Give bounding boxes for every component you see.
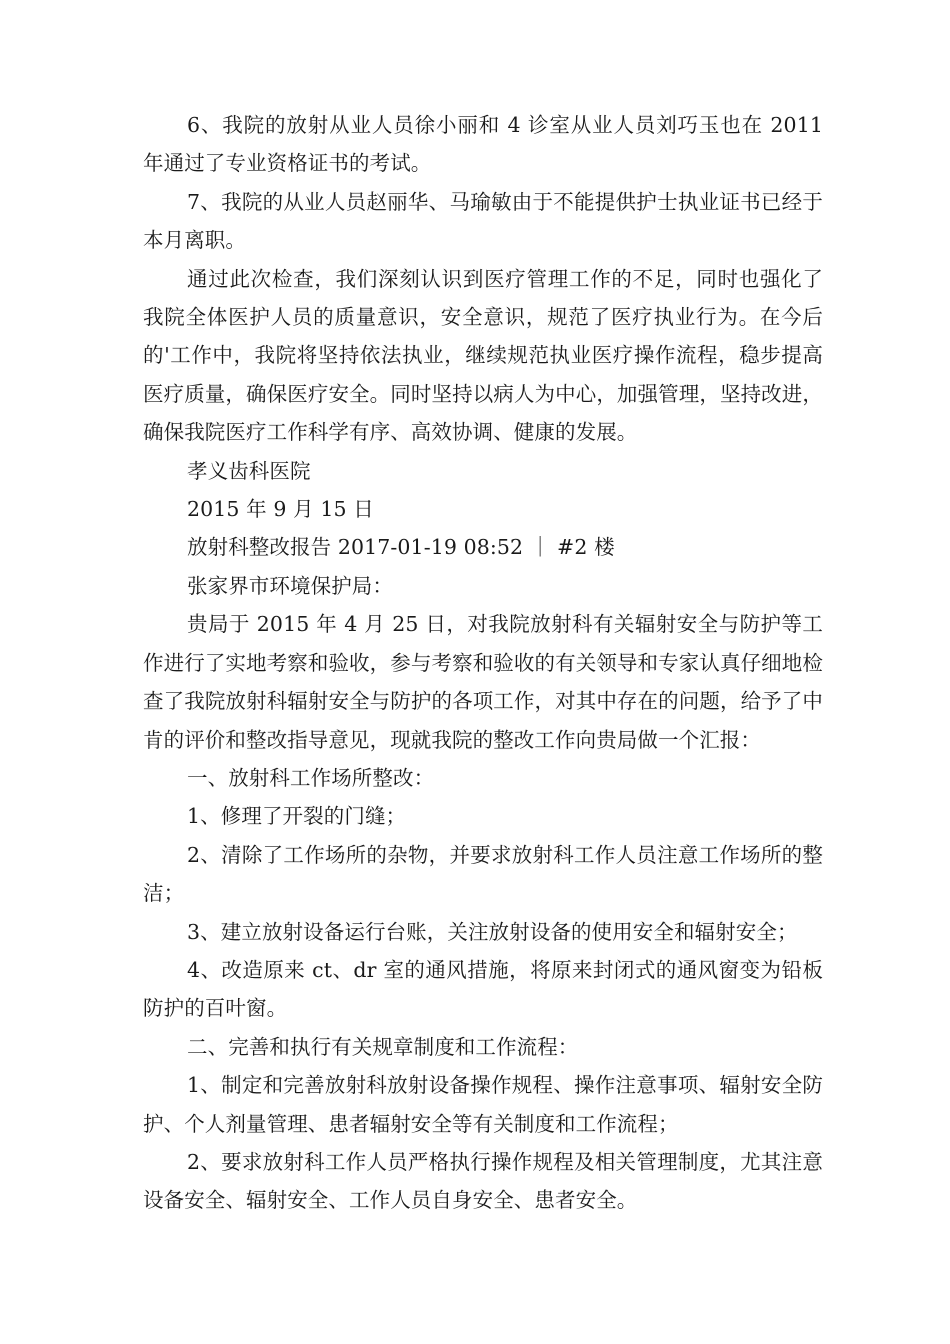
- signature-hospital: 孝义齿科医院: [187, 458, 311, 483]
- section2-item-2: 2、要求放射科工作人员严格执行操作规程及相关管理制度，尤其注意设备安全、辐射安全、工作人员自身安全、患者安全。: [143, 1149, 823, 1213]
- paragraph-item-6: 6、我院的放射从业人员徐小丽和 4 诊室从业人员刘巧玉也在 2011 年通过了专业资格证书的考试。: [143, 113, 823, 176]
- paragraph-summary: 通过此次检查，我们深刻认识到医疗管理工作的不足，同时也强化了我院全体医护人员的质量意识，安全意识，规范了医疗执业行为。在今后的'工作中，我院将坚持依法执业，继续规范执业医疗操作流程，稳步提高医疗质量，确保医疗安全。同时坚持以病人为中心，加强管理，坚持改进，确保我院医疗工作科学有序、高效协调、健康的发展。: [143, 266, 823, 445]
- section1-item-4: 4、改造原来 ct、dr 室的通风措施，将原来封闭式的通风窗变为铅板防护的百叶窗。: [143, 957, 823, 1021]
- paragraph-item-7: 7、我院的从业人员赵丽华、马瑜敏由于不能提供护士执业证书已经于本月离职。: [143, 189, 823, 253]
- paragraph-intro: 贵局于 2015 年 4 月 25 日，对我院放射科有关辐射安全与防护等工作进行了实地考察和验收，参与考察和验收的有关领导和专家认真仔细地检查了我院放射科辐射安全与防护的各项工作，对其中存在的问题，给予了中肯的评价和整改指导意见，现就我院的整改工作向贵局做一个汇报：: [143, 612, 823, 752]
- post-header: 放射科整改报告 2017-01-19 08:52 ｜ #2 楼: [187, 535, 615, 560]
- signature-date: 2015 年 9 月 15 日: [187, 497, 374, 522]
- section-heading-2: 二、完善和执行有关规章制度和工作流程：: [187, 1034, 579, 1059]
- section1-item-2: 2、清除了工作场所的杂物，并要求放射科工作人员注意工作场所的整洁；: [143, 842, 823, 906]
- section1-item-3: 3、建立放射设备运行台账，关注放射设备的使用安全和辐射安全；: [187, 919, 798, 944]
- addressee: 张家界市环境保护局：: [187, 573, 393, 598]
- section-heading-1: 一、放射科工作场所整改：: [187, 765, 435, 790]
- section2-item-1: 1、制定和完善放射科放射设备操作规程、操作注意事项、辐射安全防护、个人剂量管理、患者辐射安全等有关制度和工作流程；: [143, 1073, 823, 1136]
- document-body: [143, 106, 823, 1220]
- section1-item-1: 1、修理了开裂的门缝；: [187, 804, 407, 829]
